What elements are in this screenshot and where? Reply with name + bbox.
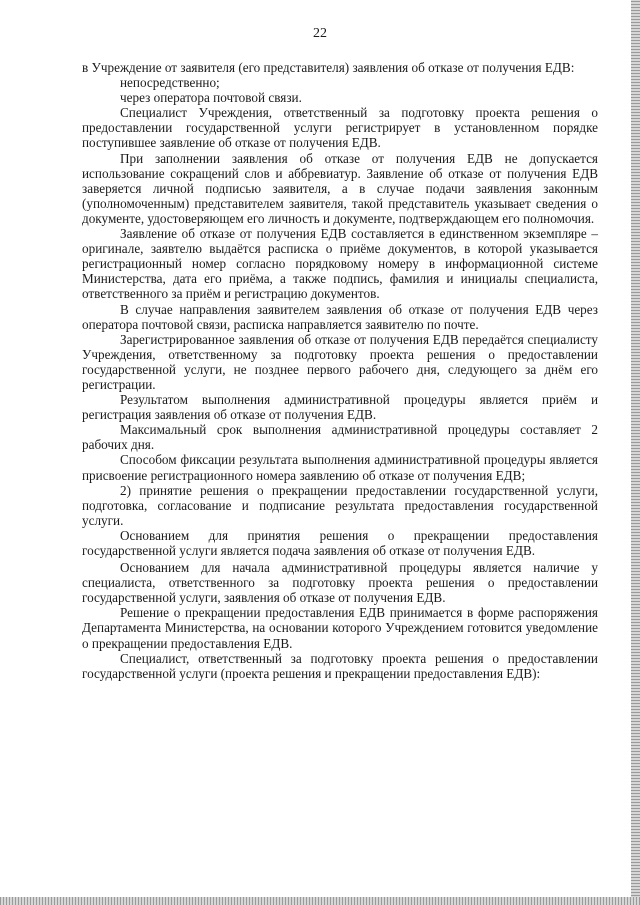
paragraph-basis-decision: Основанием для принятия решения о прекращении предоставления государственной услуги является подача заявления об отказе от получения ЕДВ. (82, 527, 598, 558)
paragraph-postal-receipt: В случае направления заявителем заявления об отказе от получения ЕДВ через оператора почтовой связи, расписка направляется заявителю по почте. (82, 301, 598, 332)
list-item-direct: непосредственно; (120, 75, 220, 91)
paragraph-specialist: Специалист, ответственный за подготовку проекта решения о предоставлении государственной услуги (проекта решения и прекращении предоставления ЕДВ): (82, 650, 598, 681)
scan-edge-right (631, 0, 640, 905)
paragraph-result: Результатом выполнения административной процедуры является приём и регистрация заявления об отказе от получения ЕДВ. (82, 392, 598, 423)
paragraph-max-term: Максимальный срок выполнения административной процедуры составляет 2 рабочих дня. (82, 422, 598, 453)
paragraph-filling-rules: При заполнении заявления об отказе от получения ЕДВ не допускается использование сокращений слов и аббревиатур. Заявление об отказе от получения ЕДВ заверяется личной подписью заявителя, а в случае подачи заявления законным (уполномоченным) представителем заявителя, такой представитель указывает сведения о документе, удостоверяющем его личность и документе, подтверждающем его полномочия. (82, 150, 598, 226)
paragraph-single-copy: Заявление об отказе от получения ЕДВ составляется в единственном экземпляре – оригинале, заявтелю выдаётся расписка о приёме документов, в которой указывается регистрационный номер согласно порядковому номеру в информационной системе Министерства, дата его приёма, а также подпись, фамилия и инициалы специалиста, ответственного за приём и регистрацию документов. (82, 226, 598, 302)
paragraph-step-2: 2) принятие решения о прекращении предоставлении государственной услуги, подготовка, согласование и подписание результата предоставления государственной услуги. (82, 482, 598, 528)
paragraph-fixation: Способом фиксации результата выполнения административной процедуры является присвоение регистрационного номера заявлению об отказе от получения ЕДВ; (82, 452, 598, 483)
paragraph-transfer: Зарегистрированное заявления об отказе от получения ЕДВ передаётся специалисту Учреждения, ответственному за подготовку проекта решения о предоставлении государственной услуги, не позднее первого рабочего дня, следующего за днём его регистрации. (82, 331, 598, 392)
paragraph-registration: Специалист Учреждения, ответственный за подготовку проекта решения о предоставлении государственной услуги регистрирует в установленном порядке поступившее заявление об отказе от получения ЕДВ. (82, 105, 598, 151)
paragraph-intro: в Учреждение от заявителя (его представителя) заявления об отказе от получения ЕДВ: (82, 60, 575, 75)
paragraph-decision-form: Решение о прекращении предоставления ЕДВ принимается в форме распоряжения Департамента Министерства, на основании которого Учреждением готовится уведомление о прекращении предоставления ЕДВ. (82, 605, 598, 651)
scan-edge-bottom (0, 897, 640, 905)
page-number: 22 (313, 26, 327, 41)
document-body (82, 60, 598, 681)
paragraph-basis-start: Основанием для начала административной процедуры является наличие у специалиста, ответственного за подготовку проекта решения о предоставлении государственной услуги, заявления об отказе от получения ЕДВ. (82, 560, 598, 606)
list-item-post: через оператора почтовой связи. (120, 90, 302, 106)
